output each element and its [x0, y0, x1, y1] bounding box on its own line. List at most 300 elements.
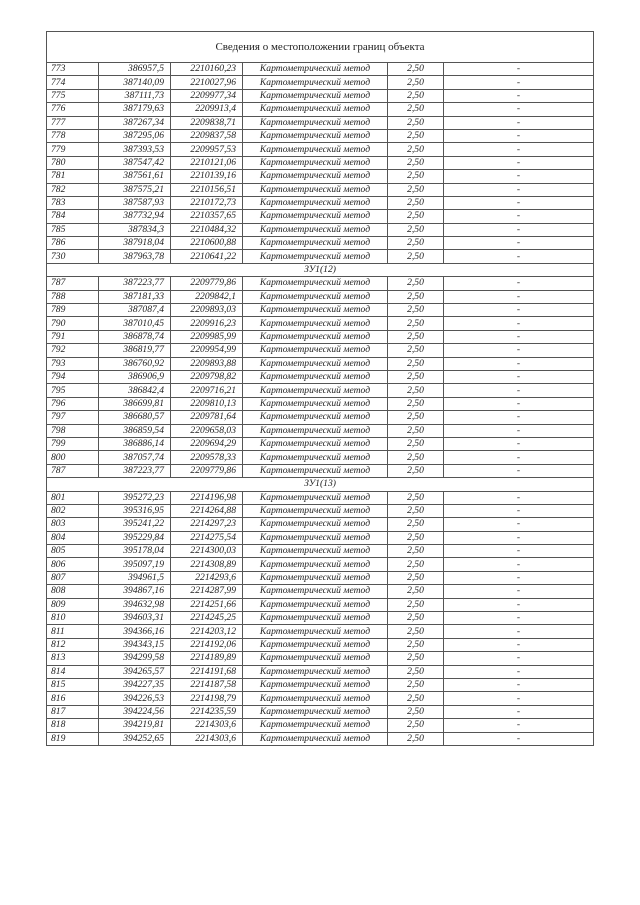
accuracy-cell: 2,50: [388, 304, 444, 317]
point-number: 816: [47, 692, 99, 705]
table-row: [47, 63, 594, 76]
point-number: 811: [47, 625, 99, 638]
accuracy-cell: 2,50: [388, 424, 444, 437]
method-cell: Картометрический метод: [243, 638, 388, 651]
accuracy-cell: 2,50: [388, 558, 444, 571]
table-row: [47, 223, 594, 236]
x-coordinate: 394252,65: [99, 732, 171, 745]
accuracy-cell: 2,50: [388, 143, 444, 156]
x-coordinate: 394603,31: [99, 612, 171, 625]
section-header-row: [47, 478, 594, 491]
y-coordinate: 2210484,32: [171, 223, 243, 236]
y-coordinate: 2209658,03: [171, 424, 243, 437]
x-coordinate: 394366,16: [99, 625, 171, 638]
x-coordinate: 387295,06: [99, 129, 171, 142]
method-cell: Картометрический метод: [243, 223, 388, 236]
x-coordinate: 394224,56: [99, 705, 171, 718]
method-cell: Картометрический метод: [243, 504, 388, 517]
method-cell: Картометрический метод: [243, 357, 388, 370]
method-cell: Картометрический метод: [243, 437, 388, 450]
x-coordinate: 387547,42: [99, 156, 171, 169]
point-number: 807: [47, 571, 99, 584]
table-row: [47, 638, 594, 651]
table-row: [47, 424, 594, 437]
x-coordinate: 394632,98: [99, 598, 171, 611]
y-coordinate: 2210156,51: [171, 183, 243, 196]
y-coordinate: 2209838,71: [171, 116, 243, 129]
point-number: 819: [47, 732, 99, 745]
y-coordinate: 2209893,03: [171, 304, 243, 317]
description-cell: -: [444, 678, 594, 691]
method-cell: Картометрический метод: [243, 129, 388, 142]
method-cell: Картометрический метод: [243, 384, 388, 397]
y-coordinate: 2214300,03: [171, 545, 243, 558]
point-number: 791: [47, 330, 99, 343]
point-number: 773: [47, 63, 99, 76]
accuracy-cell: 2,50: [388, 196, 444, 209]
method-cell: Картометрический метод: [243, 210, 388, 223]
x-coordinate: 395229,84: [99, 531, 171, 544]
accuracy-cell: 2,50: [388, 183, 444, 196]
x-coordinate: 394867,16: [99, 585, 171, 598]
description-cell: -: [444, 277, 594, 290]
title-row: [47, 32, 594, 63]
x-coordinate: 387393,53: [99, 143, 171, 156]
accuracy-cell: 2,50: [388, 330, 444, 343]
x-coordinate: 395272,23: [99, 491, 171, 504]
x-coordinate: 387010,45: [99, 317, 171, 330]
description-cell: -: [444, 290, 594, 303]
table-row: [47, 692, 594, 705]
point-number: 776: [47, 103, 99, 116]
method-cell: Картометрический метод: [243, 451, 388, 464]
description-cell: -: [444, 545, 594, 558]
description-cell: -: [444, 491, 594, 504]
method-cell: Картометрический метод: [243, 531, 388, 544]
method-cell: Картометрический метод: [243, 183, 388, 196]
x-coordinate: 387179,63: [99, 103, 171, 116]
method-cell: Картометрический метод: [243, 464, 388, 477]
table-row: [47, 719, 594, 732]
method-cell: Картометрический метод: [243, 424, 388, 437]
y-coordinate: 2214187,58: [171, 678, 243, 691]
method-cell: Картометрический метод: [243, 317, 388, 330]
x-coordinate: 387732,94: [99, 210, 171, 223]
point-number: 808: [47, 585, 99, 598]
description-cell: -: [444, 558, 594, 571]
accuracy-cell: 2,50: [388, 103, 444, 116]
y-coordinate: 2214235,59: [171, 705, 243, 718]
point-number: 809: [47, 598, 99, 611]
y-coordinate: 2214297,23: [171, 518, 243, 531]
method-cell: Картометрический метод: [243, 612, 388, 625]
accuracy-cell: 2,50: [388, 63, 444, 76]
accuracy-cell: 2,50: [388, 250, 444, 263]
description-cell: -: [444, 504, 594, 517]
method-cell: Картометрический метод: [243, 103, 388, 116]
point-number: 782: [47, 183, 99, 196]
table-row: [47, 170, 594, 183]
point-number: 790: [47, 317, 99, 330]
x-coordinate: 387267,34: [99, 116, 171, 129]
x-coordinate: 387587,93: [99, 196, 171, 209]
description-cell: -: [444, 304, 594, 317]
y-coordinate: 2214203,12: [171, 625, 243, 638]
point-number: 812: [47, 638, 99, 651]
accuracy-cell: 2,50: [388, 76, 444, 89]
point-number: 786: [47, 237, 99, 250]
table-row: [47, 277, 594, 290]
y-coordinate: 2209837,58: [171, 129, 243, 142]
method-cell: Картометрический метод: [243, 545, 388, 558]
accuracy-cell: 2,50: [388, 290, 444, 303]
accuracy-cell: 2,50: [388, 732, 444, 745]
description-cell: -: [444, 732, 594, 745]
point-number: 784: [47, 210, 99, 223]
x-coordinate: 394219,81: [99, 719, 171, 732]
description-cell: -: [444, 652, 594, 665]
section-header: ЗУ1(12): [47, 263, 594, 276]
y-coordinate: 2209842,1: [171, 290, 243, 303]
description-cell: -: [444, 317, 594, 330]
description-cell: -: [444, 370, 594, 383]
point-number: 780: [47, 156, 99, 169]
table-row: [47, 558, 594, 571]
accuracy-cell: 2,50: [388, 652, 444, 665]
table-row: [47, 411, 594, 424]
x-coordinate: 386859,54: [99, 424, 171, 437]
point-number: 775: [47, 89, 99, 102]
description-cell: -: [444, 397, 594, 410]
description-cell: -: [444, 156, 594, 169]
table-row: [47, 437, 594, 450]
accuracy-cell: 2,50: [388, 665, 444, 678]
accuracy-cell: 2,50: [388, 719, 444, 732]
description-cell: -: [444, 237, 594, 250]
x-coordinate: 394227,35: [99, 678, 171, 691]
accuracy-cell: 2,50: [388, 692, 444, 705]
description-cell: -: [444, 437, 594, 450]
point-number: 814: [47, 665, 99, 678]
y-coordinate: 2209781,64: [171, 411, 243, 424]
point-number: 774: [47, 76, 99, 89]
y-coordinate: 2214293,6: [171, 571, 243, 584]
point-number: 800: [47, 451, 99, 464]
table-row: [47, 156, 594, 169]
table-row: [47, 357, 594, 370]
accuracy-cell: 2,50: [388, 518, 444, 531]
section-header-row: [47, 263, 594, 276]
accuracy-cell: 2,50: [388, 491, 444, 504]
method-cell: Картометрический метод: [243, 344, 388, 357]
table-row: [47, 545, 594, 558]
method-cell: Картометрический метод: [243, 625, 388, 638]
x-coordinate: 386760,92: [99, 357, 171, 370]
y-coordinate: 2210172,73: [171, 196, 243, 209]
accuracy-cell: 2,50: [388, 170, 444, 183]
accuracy-cell: 2,50: [388, 384, 444, 397]
description-cell: -: [444, 665, 594, 678]
x-coordinate: 395241,22: [99, 518, 171, 531]
boundary-coordinates-table: [46, 31, 594, 746]
y-coordinate: 2209957,53: [171, 143, 243, 156]
point-number: 730: [47, 250, 99, 263]
y-coordinate: 2210027,96: [171, 76, 243, 89]
method-cell: Картометрический метод: [243, 116, 388, 129]
accuracy-cell: 2,50: [388, 116, 444, 129]
description-cell: -: [444, 585, 594, 598]
table-row: [47, 571, 594, 584]
accuracy-cell: 2,50: [388, 705, 444, 718]
accuracy-cell: 2,50: [388, 585, 444, 598]
accuracy-cell: 2,50: [388, 129, 444, 142]
table-row: [47, 317, 594, 330]
description-cell: -: [444, 518, 594, 531]
x-coordinate: 387111,73: [99, 89, 171, 102]
point-number: 793: [47, 357, 99, 370]
table-row: [47, 129, 594, 142]
point-number: 805: [47, 545, 99, 558]
description-cell: -: [444, 210, 594, 223]
method-cell: Картометрический метод: [243, 705, 388, 718]
table-row: [47, 290, 594, 303]
y-coordinate: 2209810,13: [171, 397, 243, 410]
method-cell: Картометрический метод: [243, 585, 388, 598]
accuracy-cell: 2,50: [388, 357, 444, 370]
description-cell: -: [444, 705, 594, 718]
y-coordinate: 2210600,88: [171, 237, 243, 250]
y-coordinate: 2214198,79: [171, 692, 243, 705]
table-row: [47, 304, 594, 317]
table-row: [47, 451, 594, 464]
description-cell: -: [444, 63, 594, 76]
y-coordinate: 2214264,88: [171, 504, 243, 517]
y-coordinate: 2209913,4: [171, 103, 243, 116]
description-cell: -: [444, 571, 594, 584]
x-coordinate: 387057,74: [99, 451, 171, 464]
accuracy-cell: 2,50: [388, 344, 444, 357]
y-coordinate: 2210357,65: [171, 210, 243, 223]
description-cell: -: [444, 76, 594, 89]
y-coordinate: 2214275,54: [171, 531, 243, 544]
method-cell: Картометрический метод: [243, 330, 388, 343]
y-coordinate: 2214308,89: [171, 558, 243, 571]
table-row: [47, 504, 594, 517]
x-coordinate: 387561,61: [99, 170, 171, 183]
y-coordinate: 2214303,6: [171, 719, 243, 732]
method-cell: Картометрический метод: [243, 89, 388, 102]
accuracy-cell: 2,50: [388, 638, 444, 651]
table-row: [47, 612, 594, 625]
table-row: [47, 183, 594, 196]
method-cell: Картометрический метод: [243, 290, 388, 303]
point-number: 783: [47, 196, 99, 209]
x-coordinate: 386878,74: [99, 330, 171, 343]
table-row: [47, 652, 594, 665]
method-cell: Картометрический метод: [243, 665, 388, 678]
y-coordinate: 2214245,25: [171, 612, 243, 625]
x-coordinate: 387834,3: [99, 223, 171, 236]
description-cell: -: [444, 451, 594, 464]
description-cell: -: [444, 531, 594, 544]
point-number: 792: [47, 344, 99, 357]
x-coordinate: 386680,57: [99, 411, 171, 424]
method-cell: Картометрический метод: [243, 598, 388, 611]
description-cell: -: [444, 424, 594, 437]
table-row: [47, 464, 594, 477]
method-cell: Картометрический метод: [243, 692, 388, 705]
description-cell: -: [444, 330, 594, 343]
y-coordinate: 2209716,21: [171, 384, 243, 397]
description-cell: -: [444, 116, 594, 129]
section-header: ЗУ1(13): [47, 478, 594, 491]
table-row: [47, 491, 594, 504]
x-coordinate: 387087,4: [99, 304, 171, 317]
table-row: [47, 585, 594, 598]
y-coordinate: 2210121,06: [171, 156, 243, 169]
description-cell: -: [444, 384, 594, 397]
table-row: [47, 370, 594, 383]
table-row: [47, 76, 594, 89]
accuracy-cell: 2,50: [388, 210, 444, 223]
description-cell: -: [444, 598, 594, 611]
y-coordinate: 2210139,16: [171, 170, 243, 183]
point-number: 778: [47, 129, 99, 142]
accuracy-cell: 2,50: [388, 277, 444, 290]
accuracy-cell: 2,50: [388, 571, 444, 584]
y-coordinate: 2209779,86: [171, 277, 243, 290]
method-cell: Картометрический метод: [243, 277, 388, 290]
point-number: 810: [47, 612, 99, 625]
accuracy-cell: 2,50: [388, 156, 444, 169]
point-number: 804: [47, 531, 99, 544]
method-cell: Картометрический метод: [243, 491, 388, 504]
description-cell: -: [444, 103, 594, 116]
table-row: [47, 143, 594, 156]
description-cell: -: [444, 183, 594, 196]
point-number: 817: [47, 705, 99, 718]
point-number: 799: [47, 437, 99, 450]
x-coordinate: 387181,33: [99, 290, 171, 303]
y-coordinate: 2209694,29: [171, 437, 243, 450]
point-number: 813: [47, 652, 99, 665]
point-number: 818: [47, 719, 99, 732]
y-coordinate: 2209578,33: [171, 451, 243, 464]
y-coordinate: 2214303,6: [171, 732, 243, 745]
method-cell: Картометрический метод: [243, 156, 388, 169]
description-cell: -: [444, 170, 594, 183]
document-title: Сведения о местоположении границ объекта: [47, 32, 594, 63]
accuracy-cell: 2,50: [388, 598, 444, 611]
table-row: [47, 598, 594, 611]
table-row: [47, 732, 594, 745]
point-number: 802: [47, 504, 99, 517]
x-coordinate: 386819,77: [99, 344, 171, 357]
y-coordinate: 2209779,86: [171, 464, 243, 477]
description-cell: -: [444, 357, 594, 370]
point-number: 787: [47, 464, 99, 477]
accuracy-cell: 2,50: [388, 370, 444, 383]
point-number: 781: [47, 170, 99, 183]
method-cell: Картометрический метод: [243, 143, 388, 156]
table-row: [47, 330, 594, 343]
accuracy-cell: 2,50: [388, 612, 444, 625]
table-row: [47, 237, 594, 250]
accuracy-cell: 2,50: [388, 397, 444, 410]
x-coordinate: 386842,4: [99, 384, 171, 397]
method-cell: Картометрический метод: [243, 196, 388, 209]
table-row: [47, 678, 594, 691]
method-cell: Картометрический метод: [243, 678, 388, 691]
x-coordinate: 387918,04: [99, 237, 171, 250]
x-coordinate: 387223,77: [99, 277, 171, 290]
description-cell: -: [444, 719, 594, 732]
y-coordinate: 2214191,68: [171, 665, 243, 678]
x-coordinate: 386699,81: [99, 397, 171, 410]
method-cell: Картометрический метод: [243, 652, 388, 665]
y-coordinate: 2214192,06: [171, 638, 243, 651]
y-coordinate: 2209985,99: [171, 330, 243, 343]
point-number: 795: [47, 384, 99, 397]
method-cell: Картометрический метод: [243, 732, 388, 745]
accuracy-cell: 2,50: [388, 678, 444, 691]
method-cell: Картометрический метод: [243, 518, 388, 531]
table-row: [47, 250, 594, 263]
point-number: 801: [47, 491, 99, 504]
description-cell: -: [444, 89, 594, 102]
method-cell: Картометрический метод: [243, 719, 388, 732]
table-row: [47, 210, 594, 223]
accuracy-cell: 2,50: [388, 223, 444, 236]
description-cell: -: [444, 464, 594, 477]
method-cell: Картометрический метод: [243, 571, 388, 584]
accuracy-cell: 2,50: [388, 545, 444, 558]
table-row: [47, 196, 594, 209]
table-row: [47, 625, 594, 638]
y-coordinate: 2214251,66: [171, 598, 243, 611]
y-coordinate: 2210160,23: [171, 63, 243, 76]
point-number: 797: [47, 411, 99, 424]
table-body: [47, 32, 594, 746]
method-cell: Картометрический метод: [243, 250, 388, 263]
point-number: 796: [47, 397, 99, 410]
method-cell: Картометрический метод: [243, 170, 388, 183]
description-cell: -: [444, 411, 594, 424]
description-cell: -: [444, 638, 594, 651]
point-number: 787: [47, 277, 99, 290]
accuracy-cell: 2,50: [388, 437, 444, 450]
x-coordinate: 387223,77: [99, 464, 171, 477]
accuracy-cell: 2,50: [388, 317, 444, 330]
x-coordinate: 386957,5: [99, 63, 171, 76]
table-row: [47, 531, 594, 544]
table-row: [47, 384, 594, 397]
point-number: 794: [47, 370, 99, 383]
x-coordinate: 386886,14: [99, 437, 171, 450]
point-number: 785: [47, 223, 99, 236]
table-row: [47, 103, 594, 116]
accuracy-cell: 2,50: [388, 625, 444, 638]
accuracy-cell: 2,50: [388, 464, 444, 477]
point-number: 803: [47, 518, 99, 531]
x-coordinate: 386906,9: [99, 370, 171, 383]
y-coordinate: 2209954,99: [171, 344, 243, 357]
x-coordinate: 387140,09: [99, 76, 171, 89]
table-row: [47, 116, 594, 129]
description-cell: -: [444, 143, 594, 156]
table-row: [47, 665, 594, 678]
description-cell: -: [444, 625, 594, 638]
